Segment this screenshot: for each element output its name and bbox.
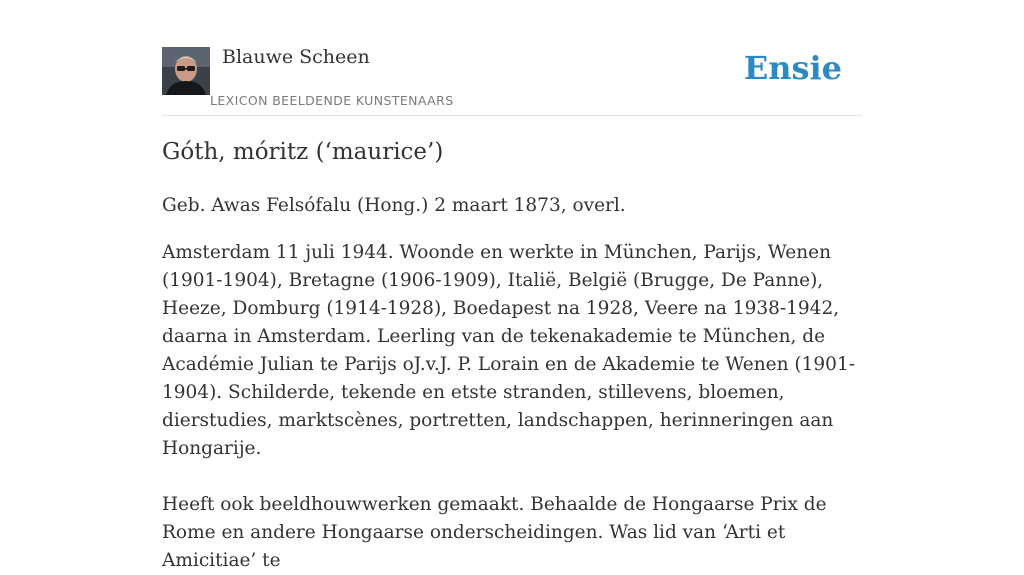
brand-logo[interactable]: Ensie bbox=[743, 49, 842, 87]
page bbox=[162, 0, 862, 571]
avatar[interactable] bbox=[162, 47, 210, 95]
header bbox=[162, 0, 862, 116]
article-body bbox=[162, 192, 862, 575]
author-name[interactable]: Blauwe Scheen bbox=[222, 46, 370, 68]
avatar-image bbox=[162, 47, 210, 95]
page-title: Góth, móritz (‘maurice’) bbox=[162, 139, 444, 165]
paragraph-spacer bbox=[162, 220, 862, 239]
paragraph: Heeft ook beeldhouwwerken gemaakt. Behaalde de Hongaarse Prix de Rome en andere Hongaarse onderscheidingen. Was lid van ‘Arti et Amicitiae’ te bbox=[162, 494, 827, 571]
paragraph-spacer bbox=[162, 463, 862, 491]
collection-label[interactable]: LEXICON BEELDENDE KUNSTENAARS bbox=[210, 93, 454, 108]
paragraph: Geb. Awas Felsófalu (Hong.) 2 maart 1873, overl. bbox=[162, 195, 626, 216]
paragraph: Amsterdam 11 juli 1944. Woonde en werkte in München, Parijs, Wenen (1901-1904), Bretagne (1906-1909), Italië, België (Brugge, De Panne), Heeze, Domburg (1914-1928), Boedapest na 1928, Veere na 1938-1942, daarna in Amsterdam. Leerling van de tekenakademie te München, de Académie Julian te Parijs oJ.v.J. P. Lorain en de Akademie te Wenen (1901-1904). Schilderde, tekende en etste stranden, stillevens, bloemen, dierstudies, marktscènes, portretten, landschappen, herinneringen aan Hongarije. bbox=[162, 242, 855, 459]
